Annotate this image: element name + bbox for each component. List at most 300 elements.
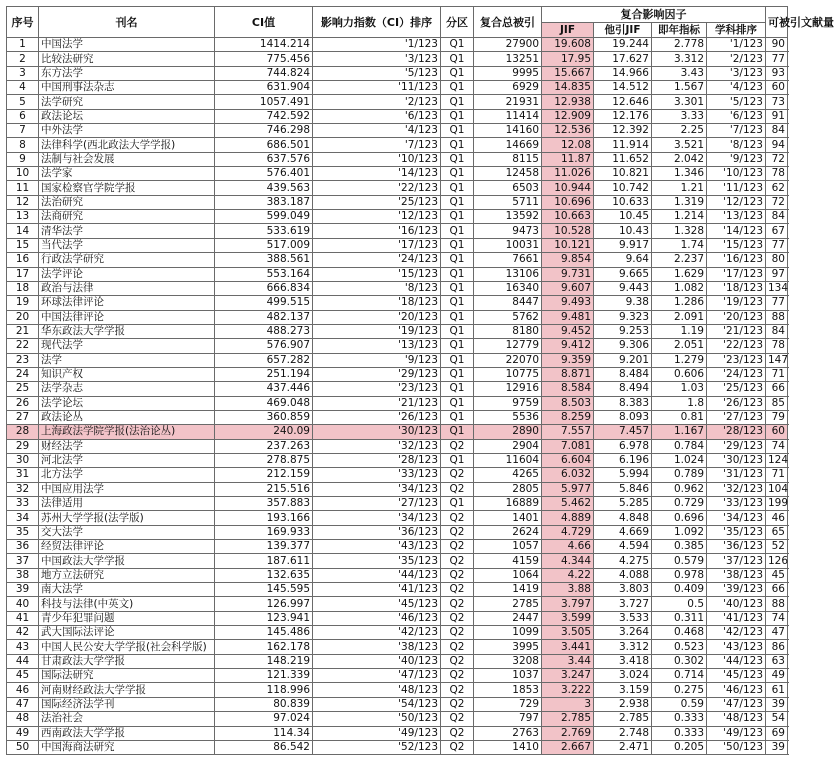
cell-ci-rank: '36/123: [313, 525, 441, 539]
cell-subject-rank: '4/123: [707, 81, 766, 95]
cell-ci: 121.339: [215, 669, 313, 683]
table-row: [7, 669, 788, 683]
cell-immediacy: 2.778: [652, 38, 707, 52]
cell-ci: 251.194: [215, 367, 313, 381]
cell-citable: 71: [766, 367, 788, 381]
cell-subject-rank: '20/123: [707, 310, 766, 324]
cell-immediacy: 0.714: [652, 669, 707, 683]
cell-other-jif: 4.669: [594, 525, 652, 539]
cell-zone: Q1: [441, 497, 474, 511]
cell-ci-rank: '5/123: [313, 66, 441, 80]
cell-name: 地方立法研究: [39, 568, 215, 582]
cell-other-jif: 3.803: [594, 583, 652, 597]
cell-citable: 66: [766, 382, 788, 396]
cell-ci-rank: '46/123: [313, 611, 441, 625]
cell-total-cites: 1099: [474, 626, 542, 640]
cell-subject-rank: '46/123: [707, 683, 766, 697]
cell-name: 中国法学: [39, 38, 215, 52]
cell-ci: 240.09: [215, 425, 313, 439]
cell-seq: 13: [7, 210, 39, 224]
table-row: [7, 324, 788, 338]
table-row: [7, 95, 788, 109]
cell-immediacy: 2.25: [652, 124, 707, 138]
cell-zone: Q2: [441, 482, 474, 496]
cell-total-cites: 14669: [474, 138, 542, 152]
cell-other-jif: 3.533: [594, 611, 652, 625]
cell-ci-rank: '38/123: [313, 640, 441, 654]
cell-seq: 14: [7, 224, 39, 238]
table-row: [7, 497, 788, 511]
table-row: [7, 453, 788, 467]
cell-ci: 742.592: [215, 109, 313, 123]
cell-seq: 25: [7, 382, 39, 396]
cell-ci-rank: '2/123: [313, 95, 441, 109]
table-row: [7, 740, 788, 754]
cell-total-cites: 11414: [474, 109, 542, 123]
cell-zone: Q1: [441, 367, 474, 381]
cell-ci-rank: '19/123: [313, 324, 441, 338]
cell-ci-rank: '22/123: [313, 181, 441, 195]
cell-immediacy: 1.319: [652, 195, 707, 209]
cell-other-jif: 8.484: [594, 367, 652, 381]
cell-immediacy: 0.729: [652, 497, 707, 511]
cell-jif: 8.503: [542, 396, 594, 410]
header-immediacy: 即年指标: [652, 23, 707, 38]
cell-seq: 23: [7, 353, 39, 367]
cell-subject-rank: '34/123: [707, 511, 766, 525]
cell-ci-rank: '23/123: [313, 382, 441, 396]
cell-name: 国际经济法学刊: [39, 697, 215, 711]
cell-immediacy: 1.024: [652, 453, 707, 467]
cell-immediacy: 0.579: [652, 554, 707, 568]
cell-immediacy: 2.091: [652, 310, 707, 324]
cell-ci-rank: '20/123: [313, 310, 441, 324]
cell-name: 财经法学: [39, 439, 215, 453]
cell-total-cites: 2805: [474, 482, 542, 496]
cell-citable: 39: [766, 740, 788, 754]
cell-immediacy: 1.03: [652, 382, 707, 396]
cell-seq: 12: [7, 195, 39, 209]
cell-citable: 54: [766, 712, 788, 726]
cell-name: 交大法学: [39, 525, 215, 539]
cell-subject-rank: '25/123: [707, 382, 766, 396]
cell-jif: 4.344: [542, 554, 594, 568]
cell-ci: 533.619: [215, 224, 313, 238]
cell-ci: 193.166: [215, 511, 313, 525]
cell-citable: 78: [766, 339, 788, 353]
cell-immediacy: 0.81: [652, 410, 707, 424]
cell-seq: 48: [7, 712, 39, 726]
cell-subject-rank: '13/123: [707, 210, 766, 224]
cell-jif: 4.729: [542, 525, 594, 539]
cell-immediacy: 0.333: [652, 726, 707, 740]
journal-ranking-table: [6, 6, 834, 755]
cell-zone: Q1: [441, 396, 474, 410]
cell-citable: 90: [766, 38, 788, 52]
table-row: [7, 296, 788, 310]
cell-citable: 52: [766, 540, 788, 554]
cell-jif: 9.731: [542, 267, 594, 281]
cell-citable: 72: [766, 152, 788, 166]
cell-subject-rank: '18/123: [707, 281, 766, 295]
table-row: [7, 382, 788, 396]
cell-seq: 34: [7, 511, 39, 525]
cell-name: 法律科学(西北政法大学学报): [39, 138, 215, 152]
cell-ci-rank: '33/123: [313, 468, 441, 482]
cell-name: 法学家: [39, 167, 215, 181]
cell-jif: 3.247: [542, 669, 594, 683]
cell-total-cites: 8115: [474, 152, 542, 166]
cell-name: 苏州大学学报(法学版): [39, 511, 215, 525]
cell-name: 清华法学: [39, 224, 215, 238]
cell-seq: 6: [7, 109, 39, 123]
table-row: [7, 597, 788, 611]
cell-seq: 30: [7, 453, 39, 467]
cell-seq: 24: [7, 367, 39, 381]
cell-immediacy: 0.696: [652, 511, 707, 525]
cell-jif: 14.835: [542, 81, 594, 95]
header-zone: 分区: [441, 7, 474, 38]
cell-total-cites: 1037: [474, 669, 542, 683]
cell-ci-rank: '4/123: [313, 124, 441, 138]
cell-ci-rank: '47/123: [313, 669, 441, 683]
cell-other-jif: 17.627: [594, 52, 652, 66]
cell-ci-rank: '18/123: [313, 296, 441, 310]
cell-zone: Q2: [441, 511, 474, 525]
cell-name: 中国刑事法杂志: [39, 81, 215, 95]
cell-subject-rank: '8/123: [707, 138, 766, 152]
cell-ci: 123.941: [215, 611, 313, 625]
cell-other-jif: 2.785: [594, 712, 652, 726]
cell-total-cites: 1419: [474, 583, 542, 597]
cell-other-jif: 11.914: [594, 138, 652, 152]
cell-ci: 631.904: [215, 81, 313, 95]
cell-zone: Q2: [441, 726, 474, 740]
cell-ci-rank: '25/123: [313, 195, 441, 209]
cell-jif: 12.909: [542, 109, 594, 123]
cell-name: 上海政法学院学报(法治论丛): [39, 425, 215, 439]
cell-ci-rank: '26/123: [313, 410, 441, 424]
cell-other-jif: 6.978: [594, 439, 652, 453]
cell-other-jif: 9.443: [594, 281, 652, 295]
cell-total-cites: 12916: [474, 382, 542, 396]
cell-jif: 10.121: [542, 238, 594, 252]
cell-other-jif: 5.285: [594, 497, 652, 511]
table-row: [7, 339, 788, 353]
cell-name: 甘肃政法大学学报: [39, 654, 215, 668]
cell-other-jif: 4.088: [594, 568, 652, 582]
cell-name: 河南财经政法大学学报: [39, 683, 215, 697]
cell-name: 法律适用: [39, 497, 215, 511]
cell-total-cites: 5711: [474, 195, 542, 209]
cell-total-cites: 729: [474, 697, 542, 711]
cell-other-jif: 7.457: [594, 425, 652, 439]
cell-name: 法学研究: [39, 95, 215, 109]
cell-jif: 3.441: [542, 640, 594, 654]
cell-ci: 215.516: [215, 482, 313, 496]
cell-seq: 21: [7, 324, 39, 338]
cell-subject-rank: '21/123: [707, 324, 766, 338]
cell-seq: 44: [7, 654, 39, 668]
cell-name: 华东政法大学学报: [39, 324, 215, 338]
cell-name: 中国应用法学: [39, 482, 215, 496]
cell-ci-rank: '45/123: [313, 597, 441, 611]
cell-ci-rank: '50/123: [313, 712, 441, 726]
cell-citable: 147: [766, 353, 788, 367]
cell-jif: 19.608: [542, 38, 594, 52]
header-ci: CI值: [215, 7, 313, 38]
cell-citable: 199: [766, 497, 788, 511]
cell-ci-rank: '41/123: [313, 583, 441, 597]
cell-immediacy: 3.521: [652, 138, 707, 152]
header-seq: 序号: [7, 7, 39, 38]
cell-citable: 85: [766, 396, 788, 410]
table-row: [7, 712, 788, 726]
cell-ci-rank: '34/123: [313, 511, 441, 525]
table-row: [7, 267, 788, 281]
cell-subject-rank: '49/123: [707, 726, 766, 740]
cell-ci-rank: '15/123: [313, 267, 441, 281]
cell-zone: Q2: [441, 611, 474, 625]
cell-ci: 499.515: [215, 296, 313, 310]
header-subject-rank: 学科排序: [707, 23, 766, 38]
cell-subject-rank: '24/123: [707, 367, 766, 381]
cell-subject-rank: '9/123: [707, 152, 766, 166]
cell-jif: 3.505: [542, 626, 594, 640]
cell-jif: 12.938: [542, 95, 594, 109]
table-row: [7, 439, 788, 453]
cell-zone: Q1: [441, 253, 474, 267]
cell-ci-rank: '35/123: [313, 554, 441, 568]
cell-other-jif: 14.512: [594, 81, 652, 95]
cell-seq: 29: [7, 439, 39, 453]
cell-other-jif: 10.43: [594, 224, 652, 238]
cell-immediacy: 3.33: [652, 109, 707, 123]
table-row: [7, 626, 788, 640]
cell-zone: Q1: [441, 324, 474, 338]
cell-other-jif: 9.64: [594, 253, 652, 267]
cell-subject-rank: '1/123: [707, 38, 766, 52]
cell-jif: 9.854: [542, 253, 594, 267]
cell-subject-rank: '26/123: [707, 396, 766, 410]
cell-jif: 3.44: [542, 654, 594, 668]
cell-total-cites: 2447: [474, 611, 542, 625]
cell-immediacy: 0.5: [652, 597, 707, 611]
cell-ci-rank: '13/123: [313, 339, 441, 353]
cell-jif: 9.412: [542, 339, 594, 353]
cell-total-cites: 3208: [474, 654, 542, 668]
cell-other-jif: 3.024: [594, 669, 652, 683]
cell-ci: 383.187: [215, 195, 313, 209]
cell-citable: 124: [766, 453, 788, 467]
table-row: [7, 238, 788, 252]
cell-immediacy: 0.59: [652, 697, 707, 711]
table-row: [7, 425, 788, 439]
cell-seq: 22: [7, 339, 39, 353]
cell-immediacy: 0.468: [652, 626, 707, 640]
cell-other-jif: 8.093: [594, 410, 652, 424]
header-row: [7, 7, 788, 23]
cell-total-cites: 1401: [474, 511, 542, 525]
cell-seq: 17: [7, 267, 39, 281]
cell-citable: 63: [766, 654, 788, 668]
cell-name: 知识产权: [39, 367, 215, 381]
cell-immediacy: 1.74: [652, 238, 707, 252]
cell-ci: 469.048: [215, 396, 313, 410]
cell-total-cites: 21931: [474, 95, 542, 109]
cell-other-jif: 4.848: [594, 511, 652, 525]
cell-name: 南大法学: [39, 583, 215, 597]
cell-jif: 8.259: [542, 410, 594, 424]
table-body: [7, 38, 788, 755]
table-row: [7, 310, 788, 324]
cell-immediacy: 2.051: [652, 339, 707, 353]
cell-zone: Q2: [441, 525, 474, 539]
cell-ci: 637.576: [215, 152, 313, 166]
cell-ci: 126.997: [215, 597, 313, 611]
cell-immediacy: 0.275: [652, 683, 707, 697]
cell-ci: 132.635: [215, 568, 313, 582]
cell-jif: 2.769: [542, 726, 594, 740]
cell-seq: 7: [7, 124, 39, 138]
cell-name: 河北法学: [39, 453, 215, 467]
cell-name: 中国人民公安大学学报(社会科学版): [39, 640, 215, 654]
cell-immediacy: 0.606: [652, 367, 707, 381]
cell-ci-rank: '3/123: [313, 52, 441, 66]
cell-citable: 60: [766, 425, 788, 439]
cell-total-cites: 16889: [474, 497, 542, 511]
cell-immediacy: 1.082: [652, 281, 707, 295]
cell-other-jif: 10.633: [594, 195, 652, 209]
table-row: [7, 726, 788, 740]
cell-subject-rank: '19/123: [707, 296, 766, 310]
cell-zone: Q1: [441, 453, 474, 467]
cell-total-cites: 8180: [474, 324, 542, 338]
cell-subject-rank: '35/123: [707, 525, 766, 539]
cell-ci-rank: '17/123: [313, 238, 441, 252]
cell-subject-rank: '14/123: [707, 224, 766, 238]
header-total-cites: 复合总被引: [474, 7, 542, 38]
cell-ci: 145.486: [215, 626, 313, 640]
cell-jif: 8.584: [542, 382, 594, 396]
cell-jif: 11.026: [542, 167, 594, 181]
cell-immediacy: 1.19: [652, 324, 707, 338]
cell-name: 武大国际法评论: [39, 626, 215, 640]
cell-ci-rank: '12/123: [313, 210, 441, 224]
cell-subject-rank: '11/123: [707, 181, 766, 195]
table-row: [7, 654, 788, 668]
cell-jif: 11.87: [542, 152, 594, 166]
cell-immediacy: 1.279: [652, 353, 707, 367]
cell-ci-rank: '40/123: [313, 654, 441, 668]
cell-zone: Q2: [441, 468, 474, 482]
cell-name: 科技与法律(中英文): [39, 597, 215, 611]
cell-ci-rank: '9/123: [313, 353, 441, 367]
cell-ci-rank: '7/123: [313, 138, 441, 152]
cell-other-jif: 10.45: [594, 210, 652, 224]
cell-seq: 10: [7, 167, 39, 181]
cell-zone: Q2: [441, 712, 474, 726]
cell-other-jif: 2.471: [594, 740, 652, 754]
cell-other-jif: 10.742: [594, 181, 652, 195]
cell-ci-rank: '42/123: [313, 626, 441, 640]
cell-subject-rank: '43/123: [707, 640, 766, 654]
cell-ci-rank: '27/123: [313, 497, 441, 511]
cell-zone: Q1: [441, 281, 474, 295]
cell-zone: Q2: [441, 554, 474, 568]
header-composite-group: 复合影响因子: [542, 7, 766, 23]
cell-name: 中国海商法研究: [39, 740, 215, 754]
table-row: [7, 611, 788, 625]
table-row: [7, 468, 788, 482]
cell-citable: 62: [766, 181, 788, 195]
cell-seq: 5: [7, 95, 39, 109]
cell-subject-rank: '37/123: [707, 554, 766, 568]
cell-citable: 66: [766, 583, 788, 597]
cell-ci: 599.049: [215, 210, 313, 224]
cell-subject-rank: '22/123: [707, 339, 766, 353]
cell-ci-rank: '34/123: [313, 482, 441, 496]
cell-seq: 32: [7, 482, 39, 496]
cell-zone: Q2: [441, 597, 474, 611]
cell-seq: 36: [7, 540, 39, 554]
cell-ci-rank: '1/123: [313, 38, 441, 52]
cell-subject-rank: '5/123: [707, 95, 766, 109]
cell-total-cites: 5536: [474, 410, 542, 424]
cell-ci-rank: '21/123: [313, 396, 441, 410]
cell-citable: 73: [766, 95, 788, 109]
cell-ci: 517.009: [215, 238, 313, 252]
cell-ci-rank: '49/123: [313, 726, 441, 740]
cell-zone: Q1: [441, 296, 474, 310]
cell-zone: Q1: [441, 66, 474, 80]
cell-other-jif: 11.652: [594, 152, 652, 166]
cell-jif: 9.607: [542, 281, 594, 295]
cell-total-cites: 13592: [474, 210, 542, 224]
table-row: [7, 66, 788, 80]
cell-ci: 437.446: [215, 382, 313, 396]
cell-citable: 77: [766, 238, 788, 252]
cell-total-cites: 14160: [474, 124, 542, 138]
table-row: [7, 81, 788, 95]
cell-total-cites: 2624: [474, 525, 542, 539]
cell-citable: 88: [766, 597, 788, 611]
cell-ci: 553.164: [215, 267, 313, 281]
cell-zone: Q1: [441, 81, 474, 95]
cell-other-jif: 4.275: [594, 554, 652, 568]
cell-jif: 10.696: [542, 195, 594, 209]
cell-other-jif: 9.38: [594, 296, 652, 310]
cell-jif: 4.889: [542, 511, 594, 525]
cell-citable: 67: [766, 224, 788, 238]
cell-seq: 33: [7, 497, 39, 511]
cell-seq: 40: [7, 597, 39, 611]
header-ci-rank: 影响力指数（CI）排序: [313, 7, 441, 38]
cell-ci: 148.219: [215, 654, 313, 668]
table-row: [7, 540, 788, 554]
cell-zone: Q1: [441, 382, 474, 396]
cell-subject-rank: '12/123: [707, 195, 766, 209]
table-row: [7, 52, 788, 66]
cell-ci: 576.907: [215, 339, 313, 353]
cell-jif: 8.871: [542, 367, 594, 381]
cell-immediacy: 1.8: [652, 396, 707, 410]
cell-total-cites: 4265: [474, 468, 542, 482]
cell-jif: 15.667: [542, 66, 594, 80]
cell-ci: 278.875: [215, 453, 313, 467]
cell-immediacy: 0.409: [652, 583, 707, 597]
cell-zone: Q1: [441, 425, 474, 439]
